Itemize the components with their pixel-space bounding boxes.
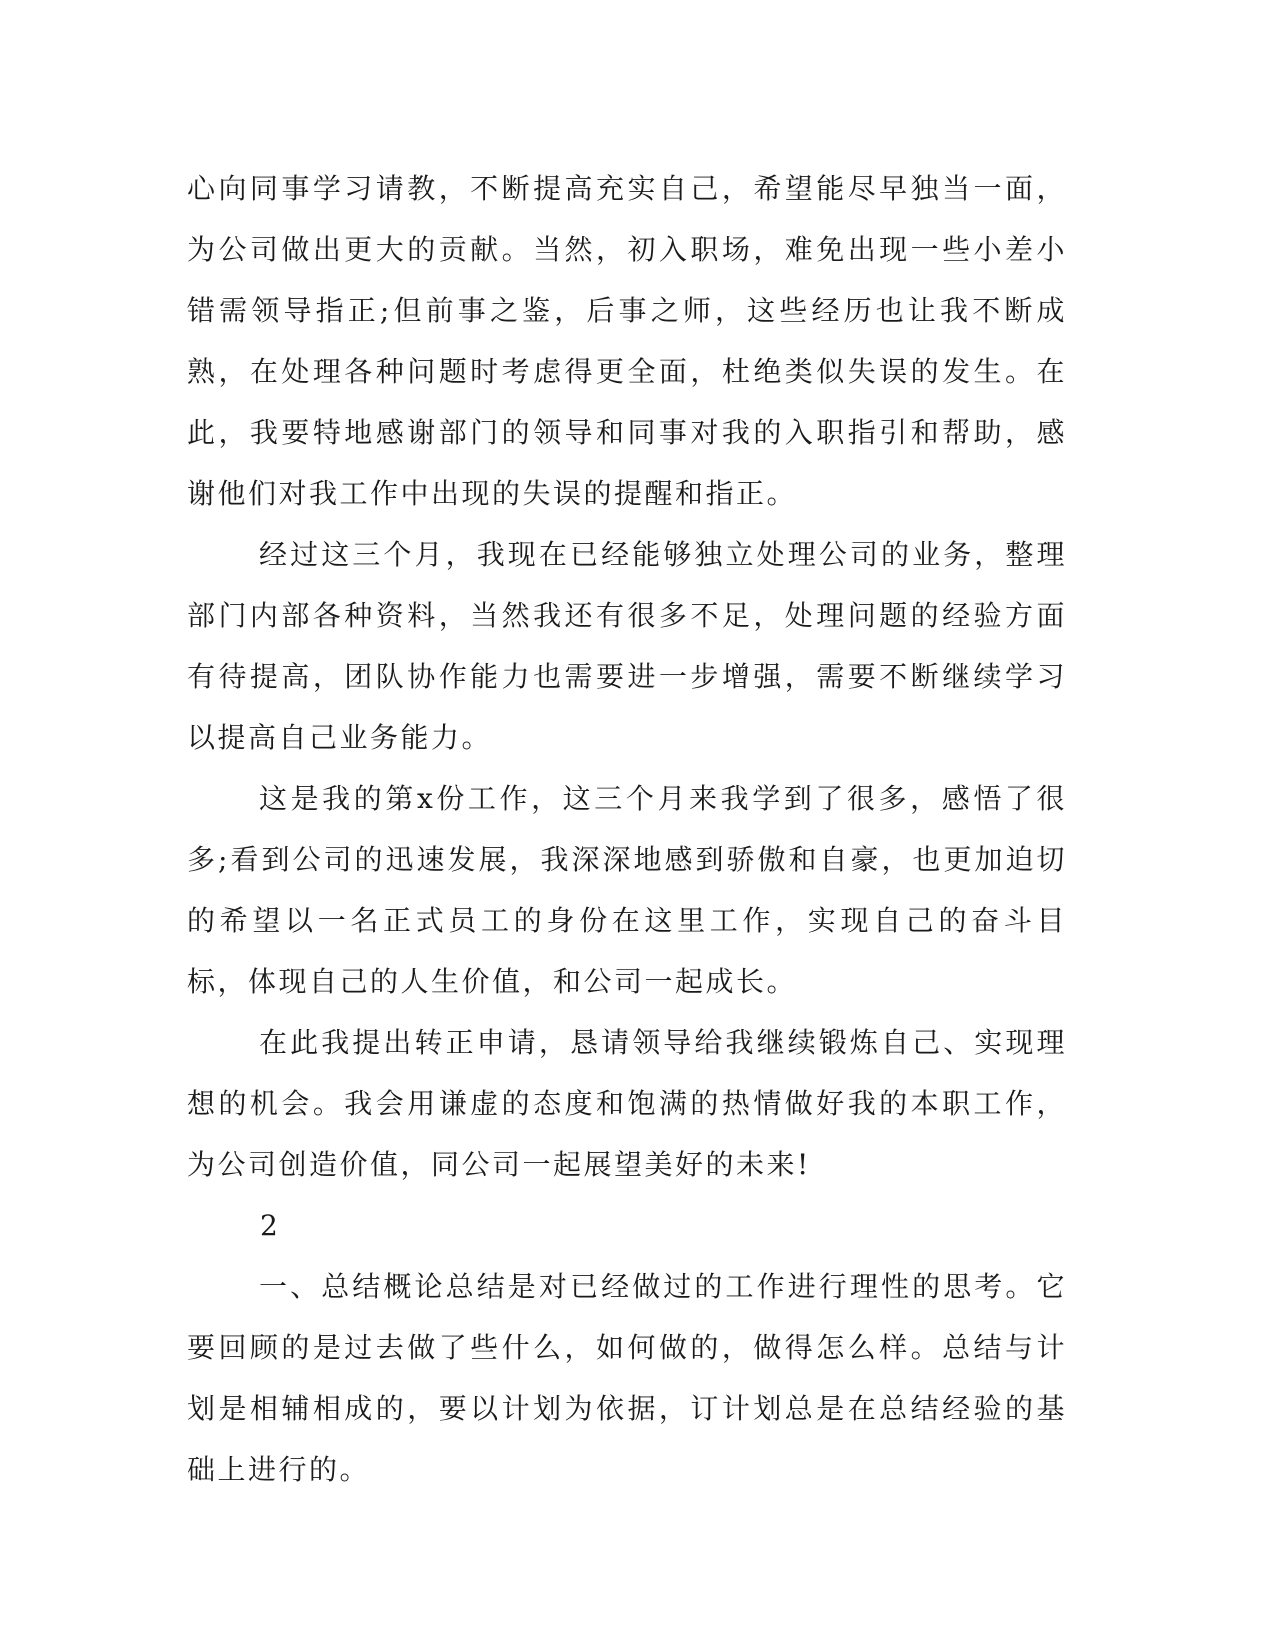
paragraph-summary-intro: 一、总结概论总结是对已经做过的工作进行理性的思考。它要回顾的是过去做了些什么，如何做的，做得怎么样。总结与计划是相辅相成的，要以计划为依据，订计划总是在总结经验的基础上进行的。: [187, 1270, 1067, 1486]
page-number: 2: [260, 1209, 278, 1242]
paragraph-continued: 心向同事学习请教，不断提高充实自己，希望能尽早独当一面，为公司做出更大的贡献。当然，初入职场，难免出现一些小差小错需领导指正;但前事之鉴，后事之师，这些经历也让我不断成熟，在处理各种问题时考虑得更全面，杜绝类似失误的发生。在此，我要特地感谢部门的领导和同事对我的入职指引和帮助，感谢他们对我工作中出现的失误的提醒和指正。: [187, 172, 1067, 510]
paragraph-progress: 经过这三个月，我现在已经能够独立处理公司的业务，整理部门内部各种资料，当然我还有很多不足，处理问题的经验方面有待提高，团队协作能力也需要进一步增强，需要不断继续学习以提高自己业务能力。: [187, 538, 1067, 754]
document-body: [187, 158, 1067, 1500]
paragraph-reflection: 这是我的第x份工作，这三个月来我学到了很多，感悟了很多;看到公司的迅速发展，我深深地感到骄傲和自豪，也更加迫切的希望以一名正式员工的身份在这里工作，实现自己的奋斗目标，体现自己的人生价值，和公司一起成长。: [187, 782, 1067, 998]
paragraph-application: 在此我提出转正申请，恳请领导给我继续锻炼自己、实现理想的机会。我会用谦虚的态度和饱满的热情做好我的本职工作，为公司创造价值，同公司一起展望美好的未来!: [187, 1026, 1067, 1181]
